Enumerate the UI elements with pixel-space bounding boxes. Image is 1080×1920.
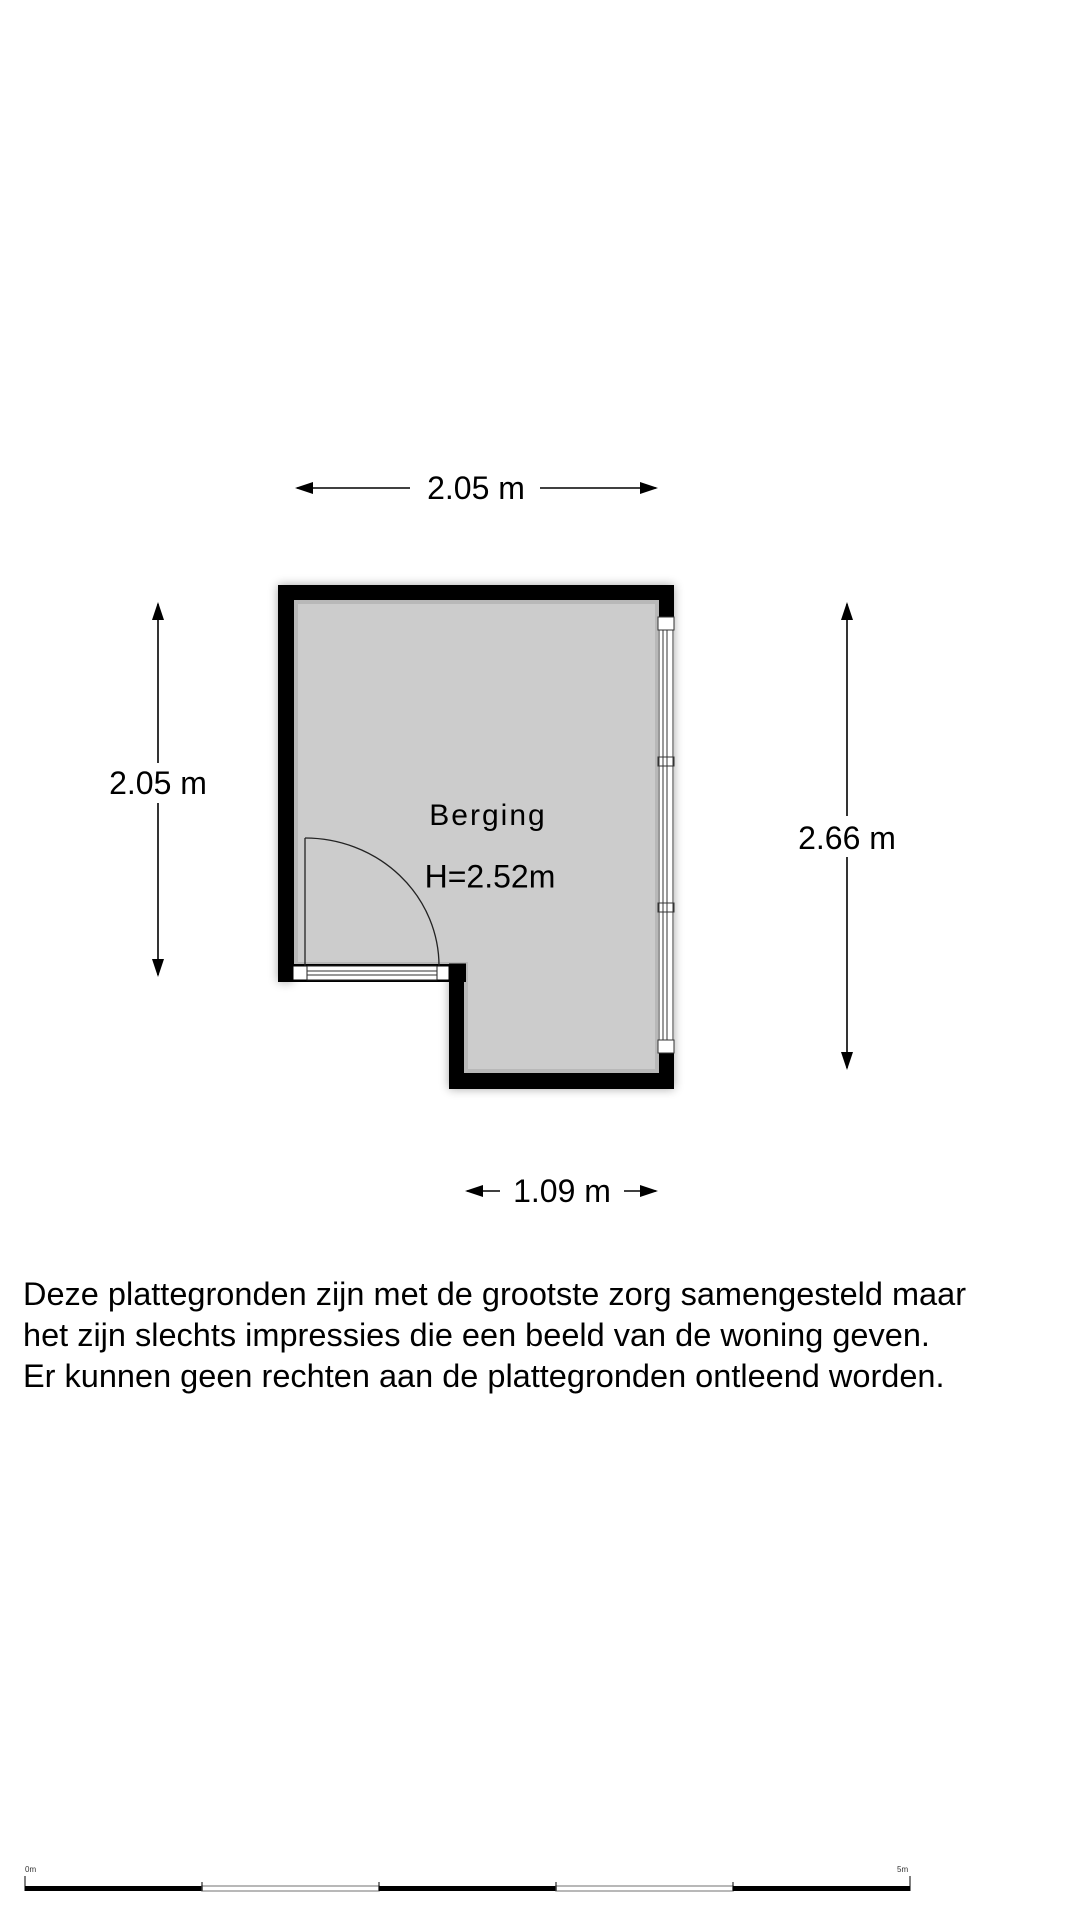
room-floor <box>296 602 657 1071</box>
dimension-left-label: 2.05 m <box>103 765 213 801</box>
dimension-right-label: 2.66 m <box>792 820 902 856</box>
dimension-top-label: 2.05 m <box>421 470 531 506</box>
disclaimer-line: Deze plattegronden zijn met de grootste zorg samengesteld maar <box>23 1276 967 1312</box>
scale-end-label: 5m <box>897 1865 909 1874</box>
disclaimer-line: het zijn slechts impressies die een beeld van de woning geven. <box>23 1317 930 1353</box>
scale-start-label: 0m <box>25 1865 37 1874</box>
room-height: H=2.52m <box>424 858 556 895</box>
dimension-bottom-label: 1.09 m <box>507 1173 617 1209</box>
window-right <box>658 617 674 1053</box>
disclaimer <box>23 1274 966 1397</box>
disclaimer-line: Er kunnen geen rechten aan de plattegronden ontleend worden. <box>23 1358 945 1394</box>
room-name: Berging <box>429 799 547 832</box>
scale-bar <box>25 1876 910 1891</box>
